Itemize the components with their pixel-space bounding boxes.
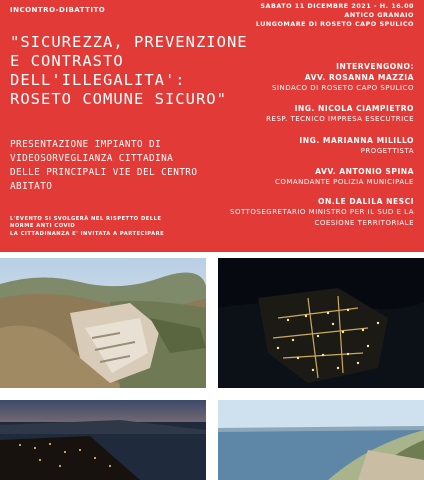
speaker-2-role: RESP. TECNICO IMPRESA ESECUTRICE [266,115,414,123]
note-line-1: L'EVENTO SI SVOLGERÀ NEL RISPETTO DELLE [10,216,162,222]
coast-day-photo [218,400,424,480]
speaker-1-name: AVV. ROSANNA MAZZIA [304,73,414,82]
speaker-5-role-line-1: SOTTOSEGRETARIO MINISTRO PER IL SUD E LA [230,208,414,216]
speaker-4-name: AVV. ANTONIO SPINA [315,167,414,176]
speakers-heading: INTERVENGONO: [336,62,414,71]
event-kicker: INCONTRO-DIBATTITO [10,6,106,14]
speaker-2-name: ING. NICOLA CIAMPIETRO [294,104,414,113]
speaker-3-name: ING. MARIANNA MILILLO [299,136,414,145]
aerial-town-night-photo [218,258,424,388]
presentation-line-2: VIDEOSORVEGLIANZA CITTADINA [10,153,174,164]
aerial-town-day-photo [0,258,206,388]
title-line-2: E CONTRASTO [10,52,124,70]
title-line-4: ROSETO COMUNE SICURO" [10,90,227,108]
speaker-5-role-line-2: COESIONE TERRITORIALE [314,219,414,227]
note-line-2: NORME ANTI COVID [10,223,76,229]
title-line-3: DELL'ILLEGALITA': [10,71,186,89]
title-line-1: "SICUREZZA, PREVENZIONE [10,33,248,51]
event-date: SABATO 11 DICEMBRE 2021 - H. 16.00 [260,2,414,10]
presentation-line-4: ABITATO [10,181,53,192]
speaker-3-role: PROGETTISTA [360,147,414,155]
presentation-line-3: DELLE PRINCIPALI VIE DEL CENTRO [10,167,198,178]
speaker-1-role: SINDACO DI ROSETO CAPO SPULICO [271,84,414,92]
event-venue: ANTICO GRANAIO [344,11,414,19]
event-location: LUNGOMARE DI ROSETO CAPO SPULICO [255,20,414,28]
speaker-5-name: ON.LE DALILA NESCI [318,197,414,206]
coast-dusk-photo [0,400,206,480]
speaker-4-role: COMANDANTE POLIZIA MUNICIPALE [274,178,414,186]
presentation-line-1: PRESENTAZIONE IMPIANTO DI [10,139,162,150]
note-line-3: LA CITTADINANZA E' INVITATA A PARTECIPARE [10,231,165,237]
